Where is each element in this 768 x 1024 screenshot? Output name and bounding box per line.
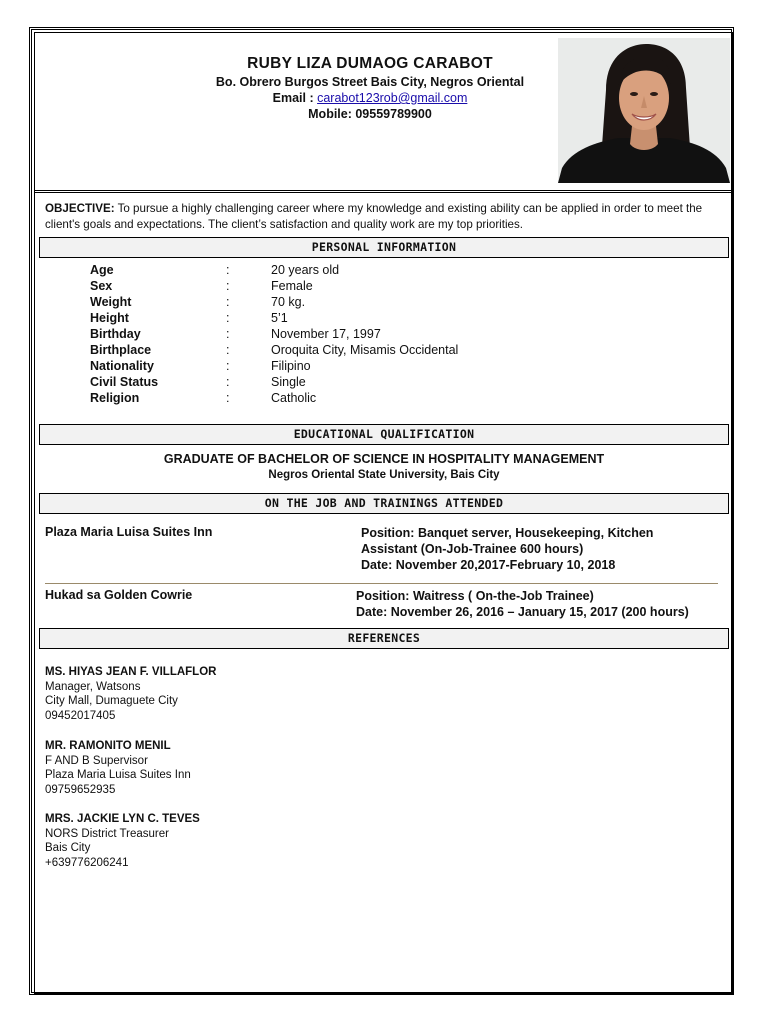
section-educational-qualification: EDUCATIONAL QUALIFICATION (39, 424, 729, 445)
ojt-position-cont: Assistant (On-Job-Trainee 600 hours) (361, 542, 584, 556)
info-label: Birthday (90, 327, 141, 341)
ojt-position: Position: Banquet server, Housekeeping, Kitchen (361, 526, 654, 540)
reference-phone: +639776206241 (45, 857, 129, 870)
reference-entry (45, 665, 445, 724)
info-colon: : (226, 343, 230, 357)
email-line (160, 91, 580, 105)
info-value: Single (271, 375, 306, 389)
personal-info-row (90, 359, 710, 375)
info-colon: : (226, 279, 230, 293)
reference-name: MS. HIYAS JEAN F. VILLAFLOR (45, 666, 217, 678)
info-value: 5’1 (271, 311, 288, 325)
reference-name: MR. RAMONITO MENIL (45, 740, 171, 752)
info-colon: : (226, 327, 230, 341)
info-value: Catholic (271, 391, 317, 405)
info-label: Nationality (90, 359, 154, 373)
education-school: Negros Oriental State University, Bais City (268, 469, 500, 481)
personal-info-row (90, 295, 710, 311)
reference-location: City Mall, Dumaguete City (45, 695, 178, 708)
reference-title: Manager, Watsons (45, 680, 141, 693)
applicant-photo (558, 38, 730, 183)
info-label: Age (90, 263, 114, 277)
ojt-date: Date: November 26, 2016 – January 15, 2017 (200 hours) (356, 605, 689, 619)
ojt-details (361, 525, 721, 573)
personal-info-row (90, 311, 710, 327)
reference-entry (45, 812, 445, 871)
reference-entry (45, 739, 445, 798)
objective-text: To pursue a highly challenging career where my knowledge and existing ability can be applied in order to meet the client's goals and expectations. The client’s satisfaction and quality work are my top priorities. (45, 202, 703, 231)
reference-name: MRS. JACKIE LYN C. TEVES (45, 813, 200, 825)
info-label: Sex (90, 279, 113, 293)
reference-title: NORS District Treasurer (45, 827, 169, 840)
ojt-position: Position: Waitress ( On-the-Job Trainee) (356, 589, 594, 603)
personal-info-row (90, 327, 710, 343)
info-colon: : (226, 359, 230, 373)
info-value: Filipino (271, 359, 311, 373)
education-degree: GRADUATE OF BACHELOR OF SCIENCE IN HOSPITALITY MANAGEMENT (163, 452, 605, 466)
info-value: 70 kg. (271, 295, 306, 309)
email-link[interactable]: carabot123rob@gmail.com (317, 91, 468, 105)
applicant-name: RUBY LIZA DUMAOG CARABOT (247, 55, 493, 72)
ojt-details (356, 588, 726, 620)
header-divider (34, 190, 733, 193)
personal-info-row (90, 391, 710, 407)
ojt-date: Date: November 20,2017-February 10, 2018 (361, 558, 616, 572)
personal-info-row (90, 263, 710, 279)
ojt-place: Hukad sa Golden Cowrie (45, 588, 193, 602)
info-colon: : (226, 375, 230, 389)
info-label: Civil Status (90, 375, 159, 389)
email-label: Email : (272, 91, 318, 105)
info-value: 20 years old (271, 263, 340, 277)
info-label: Birthplace (90, 343, 152, 357)
personal-info-row (90, 279, 710, 295)
section-ojt-trainings: ON THE JOB AND TRAININGS ATTENDED (39, 493, 729, 514)
info-colon: : (226, 263, 230, 277)
portrait-image (558, 38, 730, 183)
ojt-divider (45, 583, 718, 584)
personal-info-row (90, 343, 710, 359)
objective-statement (45, 201, 720, 232)
section-personal-information: PERSONAL INFORMATION (39, 237, 729, 258)
info-label: Height (90, 311, 129, 325)
reference-title: F AND B Supervisor (45, 754, 148, 767)
objective-label: OBJECTIVE: (45, 202, 115, 215)
info-label: Religion (90, 391, 140, 405)
info-value: November 17, 1997 (271, 327, 381, 341)
reference-phone: 09452017405 (45, 710, 116, 723)
ojt-place: Plaza Maria Luisa Suites Inn (45, 525, 213, 539)
reference-phone: 09759652935 (45, 784, 116, 797)
info-colon: : (226, 311, 230, 325)
info-value: Oroquita City, Misamis Occidental (271, 343, 459, 357)
applicant-address: Bo. Obrero Burgos Street Bais City, Negros Oriental (215, 75, 525, 89)
info-value: Female (271, 279, 313, 293)
section-references: REFERENCES (39, 628, 729, 649)
personal-info-row (90, 375, 710, 391)
reference-location: Bais City (45, 842, 91, 855)
mobile-number: Mobile: 09559789900 (308, 107, 432, 121)
info-colon: : (226, 295, 230, 309)
reference-location: Plaza Maria Luisa Suites Inn (45, 769, 191, 782)
info-label: Weight (90, 295, 132, 309)
info-colon: : (226, 391, 230, 405)
